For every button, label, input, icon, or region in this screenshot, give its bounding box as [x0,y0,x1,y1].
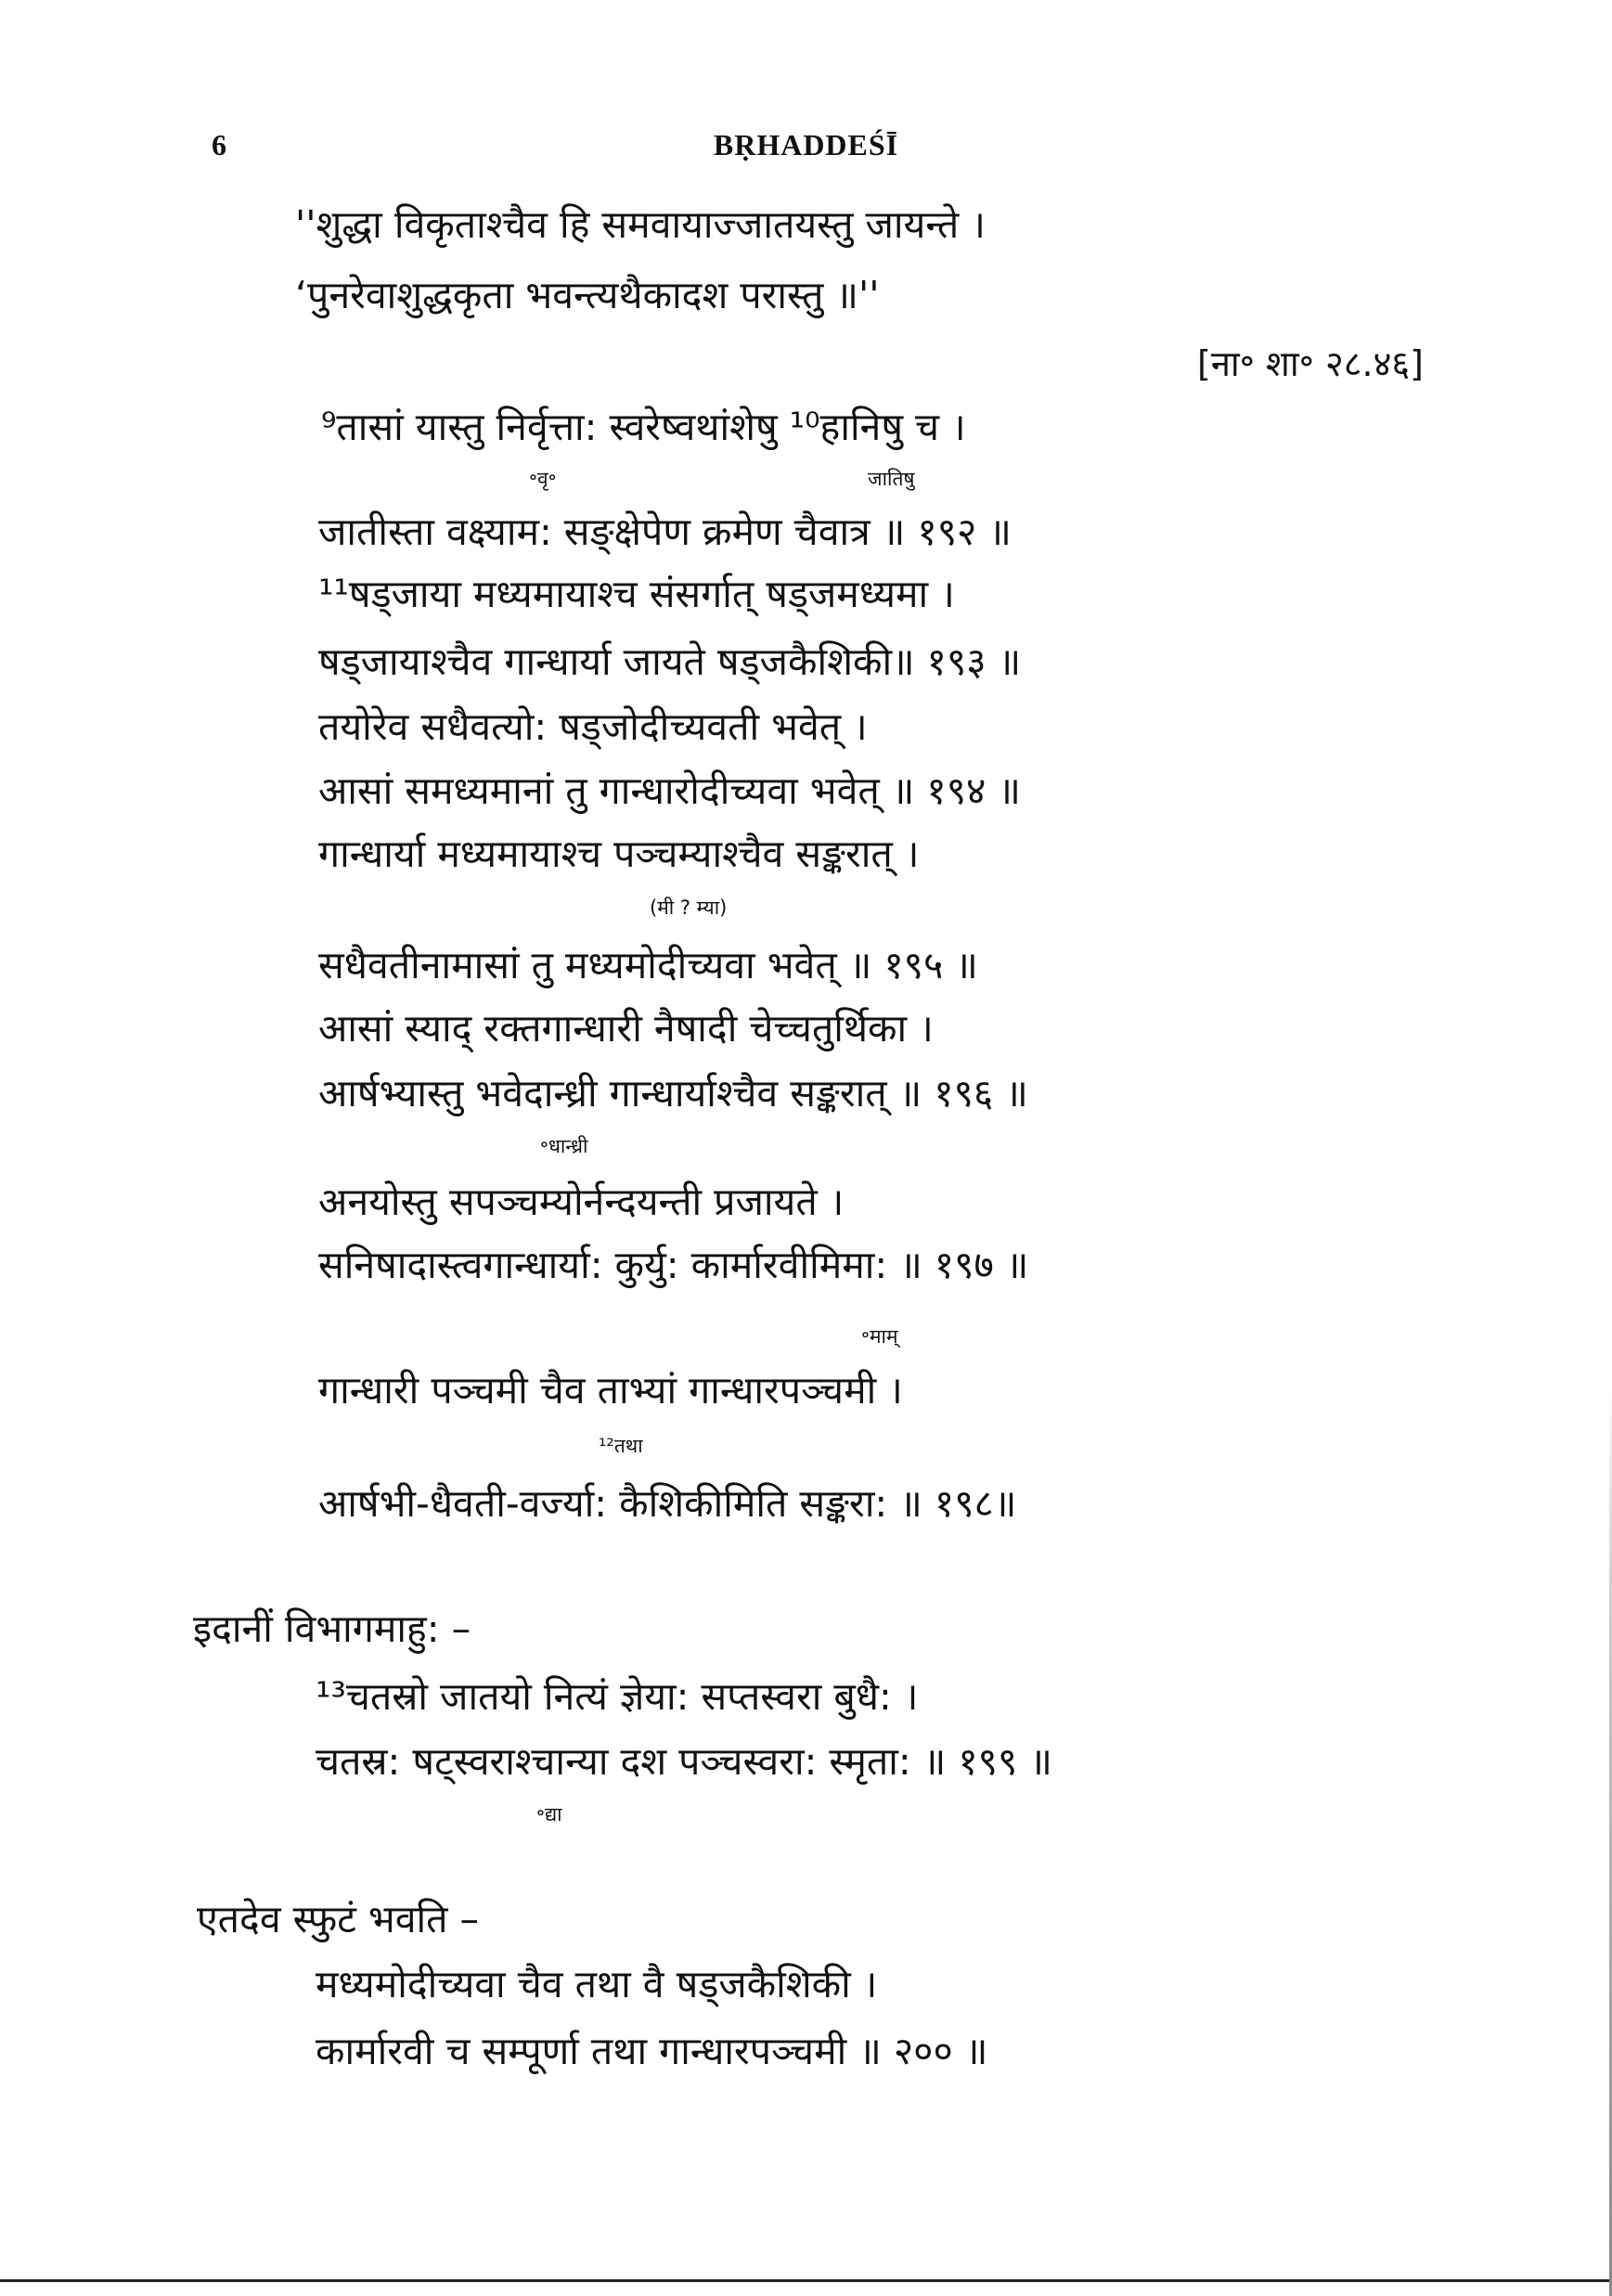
prose-heading: एतदेव स्फुटं भवति – [197,1897,480,1941]
verse-line: ⁹तासां यास्तु निर्वृत्ता: स्वरेष्वथांशेषु ¹⁰हानिषु च । [321,405,966,449]
verse-line: चतस्र: षट्स्वराश्चान्या दश पञ्चस्वरा: स्मृता: ॥ १९९ ॥ [316,1739,1052,1784]
verse-line: आर्षभी-धैवती-वर्ज्या: कैशिकीमिति सङ्करा: ॥ १९८॥ [318,1481,1017,1526]
bottom-rule [0,2279,1612,2282]
verse-line: गान्धारी पञ्चमी चैव ताभ्यां गान्धारपञ्चमी । [318,1368,903,1412]
variant-note: ¹²तथा [599,1435,643,1457]
variant-note: ॰वृ॰ [529,468,557,490]
verse-line: आसां समध्यमानां तु गान्धारोदीच्यवा भवेत् ॥ १९४ ॥ [318,768,1021,813]
variant-note: जातिषु [868,468,915,490]
verse-line: ‘पुनरेवाशुद्धकृता भवन्त्यथैकादश परास्तु ॥'' [295,273,880,317]
variant-note: ॰धान्ध्री [540,1135,588,1157]
variant-note: (मी ? म्या) [650,896,728,919]
verse-line: आसां स्याद् रक्तगान्धारी नैषादी चेच्चतुर्थिका । [318,1006,934,1051]
verse-line: सधैवतीनामासां तु मध्यमोदीच्यवा भवेत् ॥ १९५ ॥ [318,943,978,987]
running-title: BṚHADDEŚĪ [713,128,899,161]
variant-note: ॰द्या [536,1803,562,1825]
verse-line: षड्जायाश्चैव गान्धार्या जायते षड्जकैशिकी॥ १९३ ॥ [318,639,1022,684]
verse-line: मध्यमोदीच्यवा चैव तथा वै षड्जकैशिकी । [316,1962,878,2006]
verse-line: ¹³चतस्रो जातयो नित्यं ज्ञेया: सप्तस्वरा बुधै: । [316,1674,919,1719]
verse-line: अनयोस्तु सपञ्चम्योर्नन्दयन्ती प्रजायते । [318,1180,845,1224]
variant-note: ॰माम् [861,1325,898,1348]
natya-shastra-reference: [ना॰ शा॰ २८.४६] [1197,343,1424,384]
verse-line: गान्धार्या मध्यमायाश्च पञ्चम्याश्चैव सङ्करात् । [318,832,920,876]
prose-heading: इदानीं विभागमाहु: – [193,1606,471,1651]
verse-line: सनिषादास्त्वगान्धार्या: कुर्यु: कार्मारवीमिमा: ॥ १९७ ॥ [318,1243,1029,1287]
verse-line: आर्षभ्यास्तु भवेदान्ध्री गान्धार्याश्चैव सङ्करात् ॥ १९६ ॥ [318,1071,1028,1116]
verse-line: तयोरेव सधैवत्यो: षड्जोदीच्यवती भवेत् । [318,704,868,749]
verse-line: ¹¹षड्जाया मध्यमायाश्च संसर्गात् षड्जमध्यमा । [318,572,955,616]
verse-line: कार्मारवी च सम्पूर्णा तथा गान्धारपञ्चमी ॥ २०० ॥ [316,2029,988,2073]
verse-line: ''शुद्धा विकृताश्चैव हि समवायाज्जातयस्तु जायन्ते । [295,202,986,247]
verse-line: जातीस्ता वक्ष्याम: सङ्क्षेपेण क्रमेण चैवात्र ॥ १९२ ॥ [318,510,1012,554]
page-number: 6 [212,128,226,161]
